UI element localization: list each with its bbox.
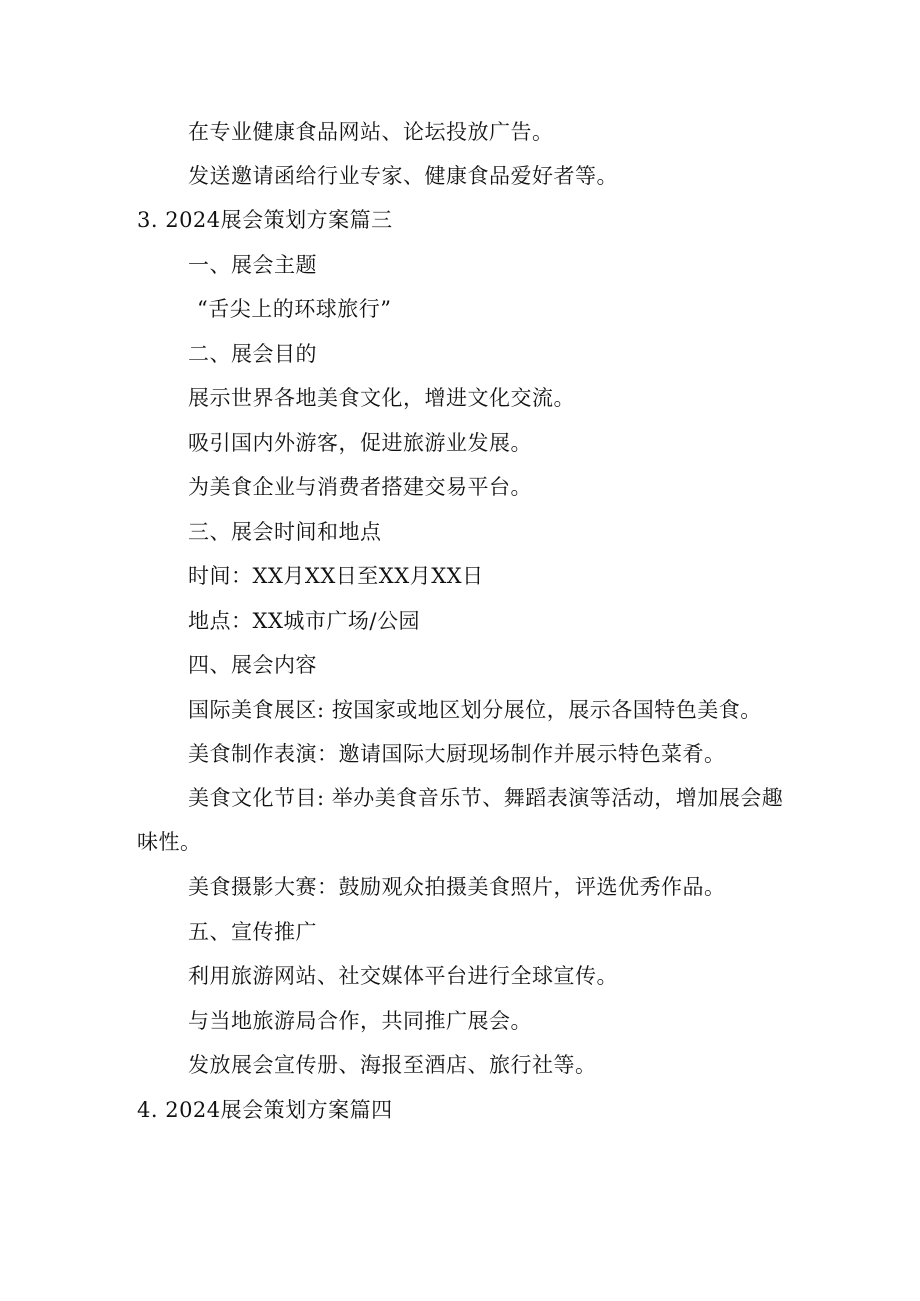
promotion-item-online: 利用旅游网站、社交媒体平台进行全球宣传。 xyxy=(188,964,618,988)
heading-exhibition-purpose: 二、展会目的 xyxy=(188,342,317,366)
place-line: 地点：XX城市广场/公园 xyxy=(188,609,420,633)
section-heading-plan-4: 4. 2024展会策划方案篇四 xyxy=(137,1098,393,1122)
heading-exhibition-theme: 一、展会主题 xyxy=(188,253,317,277)
section-heading-plan-3: 3. 2024展会策划方案篇三 xyxy=(137,208,393,232)
heading-time-and-place: 三、展会时间和地点 xyxy=(188,520,382,544)
theme-quote: “舌尖上的环球旅行” xyxy=(197,297,392,321)
promotion-item-tourism-bureau: 与当地旅游局合作，共同推广展会。 xyxy=(188,1009,532,1033)
purpose-item-platform: 为美食企业与消费者搭建交易平台。 xyxy=(188,475,532,499)
purpose-item-tourism: 吸引国内外游客，促进旅游业发展。 xyxy=(188,431,532,455)
content-item-international-zone: 国际美食展区: 按国家或地区划分展位，展示各国特色美食。 xyxy=(188,698,762,722)
paragraph-invitations: 发送邀请函给行业专家、健康食品爱好者等。 xyxy=(188,164,618,188)
paragraph-health-food-ads: 在专业健康食品网站、论坛投放广告。 xyxy=(188,120,554,144)
content-item-cooking-show: 美食制作表演：邀请国际大厨现场制作并展示特色菜肴。 xyxy=(188,742,726,766)
heading-exhibition-content: 四、展会内容 xyxy=(188,653,317,677)
content-item-photo-contest: 美食摄影大赛：鼓励观众拍摄美食照片，评选优秀作品。 xyxy=(188,875,726,899)
time-line: 时间：XX月XX日至XX月XX日 xyxy=(188,564,484,588)
heading-promotion: 五、宣传推广 xyxy=(188,920,317,944)
promotion-item-brochures: 发放展会宣传册、海报至酒店、旅行社等。 xyxy=(188,1053,597,1077)
purpose-item-culture: 展示世界各地美食文化，增进文化交流。 xyxy=(188,386,575,410)
content-item-culture-program: 美食文化节目: 举办美食音乐节、舞蹈表演等活动，增加展会趣味性。 xyxy=(137,786,784,854)
